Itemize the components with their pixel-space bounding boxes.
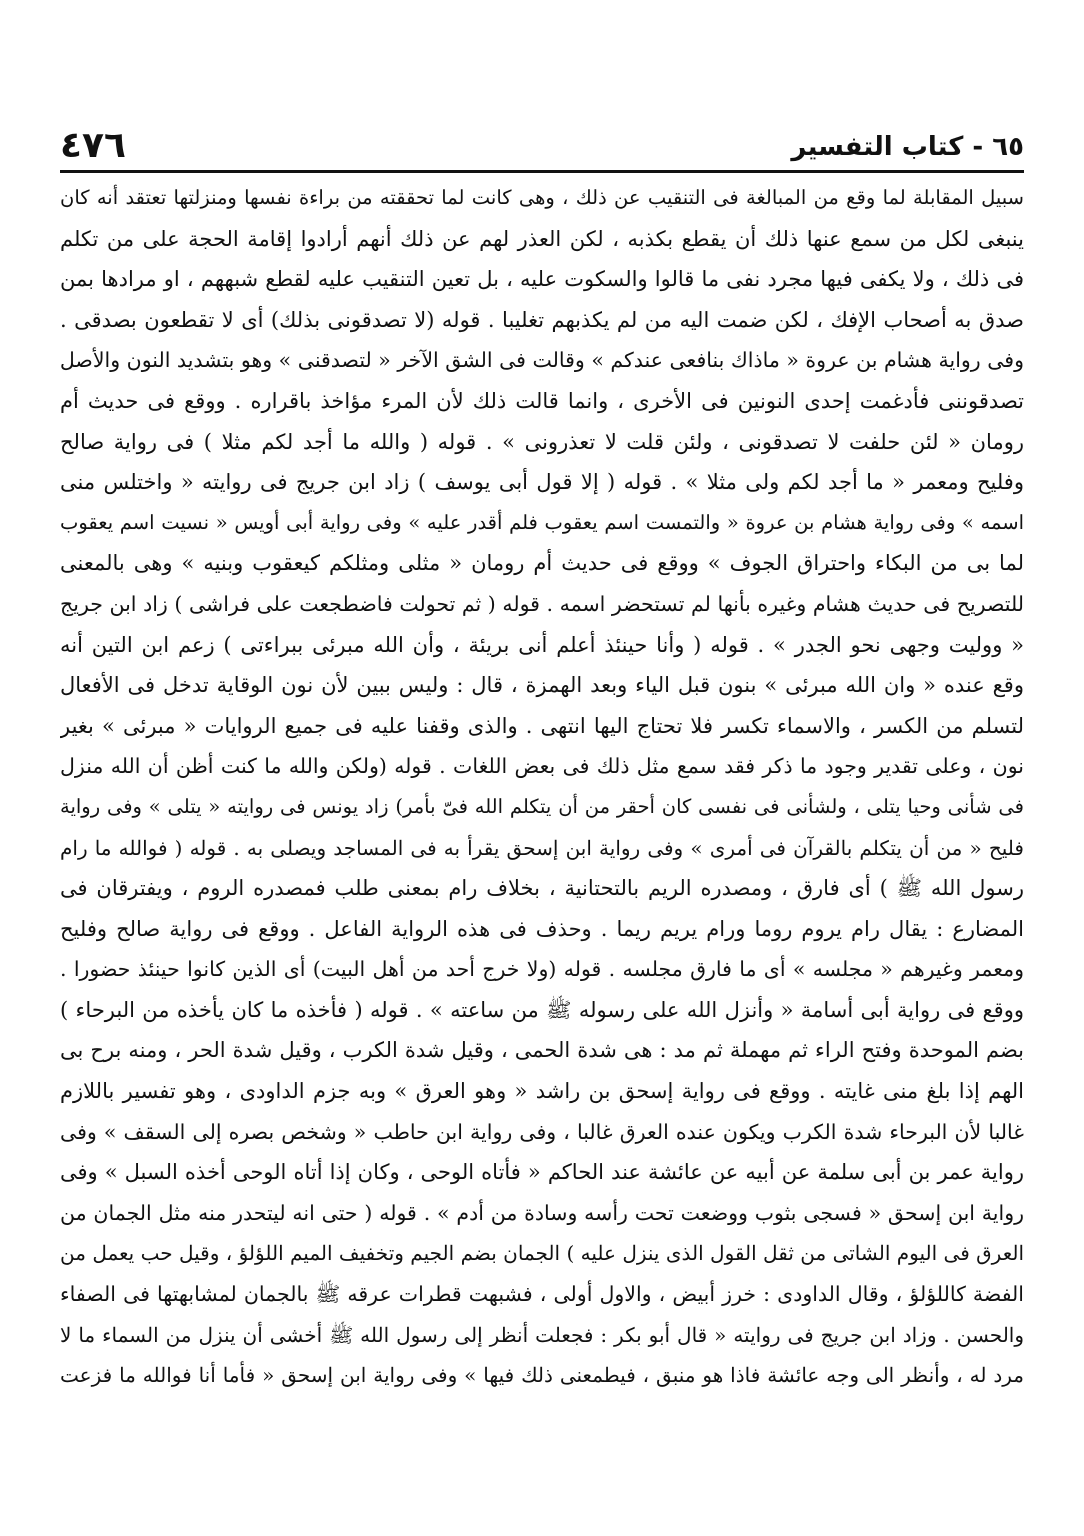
text-line: نون ، وعلى تقدير وجود ما ذكر فقد سمع مثل ذلك فى بعض اللغات . قوله (ولكن والله ما كنت أظن أن الله منزل <box>60 754 1024 779</box>
text-line: مرد له ، وأنظر الى وجه عائشة فاذا هو منبق ، فيطمعنى ذلك فيها » وفى رواية ابن إسحق « فأما أنا فوالله ما فزعت <box>60 1363 1024 1388</box>
text-line: الهم إذا بلغ منى غايته . ووقع فى رواية إسحق بن راشد « وهو العرق » وبه جزم الداودى ، وهو تفسير باللازم <box>60 1079 1024 1104</box>
text-line: وفليح ومعمر « ما أجد لكم ولى مثلا » . قوله ( إلا قول أبى يوسف ) زاد ابن جريج فى روايته « واختلس منى <box>60 470 1024 495</box>
text-line: وفى رواية هشام بن عروة « ماذاك بنافعى عندكم » وقالت فى الشق الآخر « لتصدقنى » وهو بتشديد النون والأصل <box>60 348 1024 373</box>
text-line: المضارع : يقال رام يروم روما ورام يريم ريما . وحذف فى هذه الرواية الفاعل . ووقع فى رواية صالح وفليح <box>60 916 1024 941</box>
text-line: الفضة كاللؤلؤ ، وقال الداودى : خرز أبيض ، والاول أولى ، فشبهت قطرات عرقه ﷺ بالجمان لمشابهتها فى الصفاء <box>60 1282 1024 1307</box>
text-line: « ووليت وجهى نحو الجدر » . قوله ( وأنا حينئذ أعلم أنى بريئة ، وأن الله مبرئى ببراءتى ) زعم ابن التين أنه <box>60 632 1024 657</box>
text-line: وقع عنده « وان الله مبرئى » بنون قبل الياء وبعد الهمزة ، قال : وليس ببين لأن نون الوقاية تدخل فى الأفعال <box>60 673 1024 698</box>
page-number: ٤٧٦ <box>60 125 126 166</box>
text-line: والحسن . وزاد ابن جريج فى روايته « قال أبو بكر : فجعلت أنظر إلى رسول الله ﷺ أخشى أن ينزل من السماء ما لا <box>60 1322 1024 1347</box>
text-line: ووقع فى رواية أبى أسامة « وأنزل الله على رسوله ﷺ من ساعته » . قوله ( فأخذه ما كان يأخذه من البرحاء ) <box>60 997 1024 1022</box>
text-line: ينبغى لكل من سمع عنها ذلك أن يقطع بكذبه ، لكن العذر لهم عن ذلك أنهم أرادوا إقامة الحجة على من تكلم <box>60 226 1024 251</box>
running-title: ٦٥ - كتاب التفسير <box>791 132 1024 162</box>
text-line: رومان « لئن حلفت لا تصدقونى ، ولئن قلت لا تعذرونى » . قوله ( والله ما أجد لكم مثلا ) فى رواية صالح <box>60 429 1024 454</box>
text-line: لتسلم من الكسر ، والاسماء تكسر فلا تحتاج اليها انتهى . والذى وقفنا عليه فى جميع الروايات « مبرئى » بغير <box>60 713 1024 738</box>
body-text <box>60 178 1024 1396</box>
text-line: رواية عمر بن أبى سلمة عن أبيه عن عائشة عند الحاكم « فأتاه الوحى ، وكان إذا أتاه الوحى أخذه السبل » وفى <box>60 1160 1024 1185</box>
text-line: صدق به أصحاب الإفك ، لكن ضمت اليه من لم يكذبهم تغليبا . قوله (لا تصدقونى بذلك) أى لا تقطعون بصدقى . <box>60 307 1024 332</box>
text-line: لما بى من البكاء واحتراق الجوف » ووقع فى حديث أم رومان « مثلى ومثلكم كيعقوب وبنيه » وهى بالمعنى <box>60 551 1024 576</box>
text-line: فى ذلك ، ولا يكفى فيها مجرد نفى ما قالوا والسكوت عليه ، بل تعين التنقيب عليه لقطع شبههم ، او مرادها بمن <box>60 267 1024 292</box>
text-line: ومعمر وغيرهم « مجلسه » أى ما فارق مجلسه . قوله (ولا خرج أحد من أهل البيت) أى الذين كانوا حينئذ حضورا . <box>60 957 1024 982</box>
text-line: اسمه » وفى رواية هشام بن عروة « والتمست اسم يعقوب فلم أقدر عليه » وفى رواية أبى أويس « نسيت اسم يعقوب <box>60 510 1024 534</box>
text-line: سبيل المقابلة لما وقع من المبالغة فى التنقيب عن ذلك ، وهى كانت لما تحققته من براءة نفسها ومنزلتها تعتقد أنه كان <box>60 186 1024 209</box>
text-line: فليح « من أن يتكلم بالقرآن فى أمرى » وفى رواية ابن إسحق يقرأ به فى المساجد ويصلى به . قوله ( فوالله ما رام <box>60 835 1024 860</box>
text-line: للتصريح فى حديث هشام وغيره بأنها لم تستحضر اسمه . قوله ( ثم تحولت فاضطجعت على فراشى ) زاد ابن جريج <box>60 591 1024 616</box>
text-line: غالبا لأن البرحاء شدة الكرب ويكون عنده العرق غالبا ، وفى رواية ابن حاطب « وشخص بصره إلى السقف » وفى <box>60 1119 1024 1144</box>
text-line: بضم الموحدة وفتح الراء ثم مهملة ثم مد : هى شدة الحمى ، وقيل شدة الكرب ، وقيل شدة الحر ، ومنه برح بى <box>60 1038 1024 1063</box>
text-line: رواية ابن إسحق « فسجى بثوب ووضعت تحت رأسه وسادة من أدم » . قوله ( حتى انه ليتحدر منه مثل الجمان من <box>60 1200 1024 1225</box>
text-line: تصدقوننى فأدغمت إحدى النونين فى الأخرى ، وانما قالت ذلك لأن المرء مؤاخذ باقراره . ووقع فى حديث أم <box>60 388 1024 413</box>
text-line: رسول الله ﷺ ) أى فارق ، ومصدره الريم بالتحتانية ، بخلاف رام بمعنى طلب فمصدره الروم ، ويفترقان فى <box>60 876 1024 901</box>
text-line: فى شأنى وحيا يتلى ، ولشأنى فى نفسى كان أحقر من أن يتكلم الله فىّ بأمر) زاد يونس فى روايته « يتلى » وفى رواية <box>60 794 1024 818</box>
text-line: العرق فى اليوم الشاتى من ثقل القول الذى ينزل عليه ) الجمان بضم الجيم وتخفيف الميم اللؤلؤ ، وقيل حب يعمل من <box>60 1241 1024 1266</box>
page-header <box>60 120 1024 173</box>
